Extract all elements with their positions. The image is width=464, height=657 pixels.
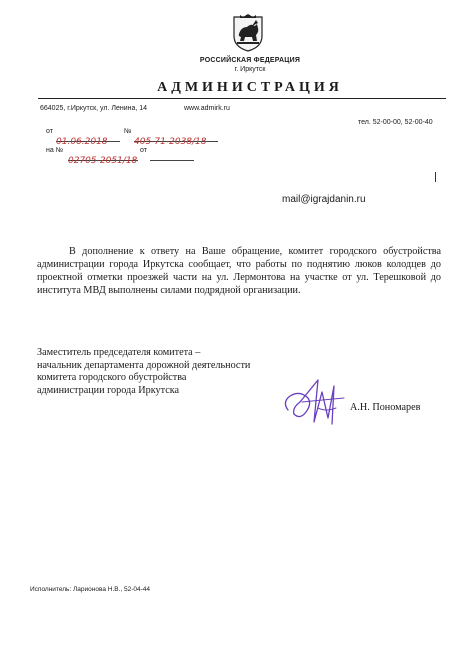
corner-mark <box>435 172 436 182</box>
signatory-name: А.Н. Пономарев <box>350 402 421 413</box>
position-line: начальник департамента дорожной деятельности <box>37 359 251 371</box>
reference-label: на № <box>46 147 64 154</box>
position-line: комитета городского обустройства <box>37 372 187 383</box>
coat-of-arms-icon <box>231 14 265 52</box>
website-link[interactable]: www.admirk.ru <box>184 105 230 112</box>
address: 664025, г.Иркутск, ул. Ленина, 14 <box>40 105 148 112</box>
signatory-position <box>37 347 287 397</box>
registration-number-field <box>134 124 218 147</box>
recipient-email: mail@igrajdanin.ru <box>282 194 366 205</box>
reference-number-field <box>68 143 138 166</box>
handwritten-signature <box>278 372 358 432</box>
registration-date-field <box>56 124 120 147</box>
registration-number: 405-71-2038/18 <box>134 137 207 147</box>
phone-numbers: тел. 52-00-00, 52-00-40 <box>358 119 433 126</box>
reference-number: 02705-2051/18 <box>68 156 138 166</box>
registration-date: 01.06.2018 <box>56 137 108 147</box>
reference-from-label: от <box>140 147 147 154</box>
country-name: РОССИЙСКАЯ ФЕДЕРАЦИЯ <box>199 57 301 64</box>
reference-date-field <box>150 143 194 161</box>
date-label: от <box>46 128 53 135</box>
position-line: Заместитель председателя комитета – <box>37 347 201 358</box>
position-line: администрации города Иркутска <box>37 384 180 396</box>
number-label: № <box>124 128 132 135</box>
header-divider <box>38 98 446 99</box>
city-name: г. Иркутск <box>234 66 266 73</box>
executor-info: Исполнитель: Ларионова Н.В., 52-04-44 <box>30 586 151 593</box>
letter-body: В дополнение к ответу на Ваше обращение, комитет городского обустройства администрации города Иркутска сообщает, что работы по поднятию люков колодцев до проектной отметки проезжей части на ул. Лермонтова на участке от ул. Терешковой до института МВД выполнены силами подрядной организации. <box>37 246 441 296</box>
organization-title: АДМИНИСТРАЦИЯ <box>157 80 343 95</box>
